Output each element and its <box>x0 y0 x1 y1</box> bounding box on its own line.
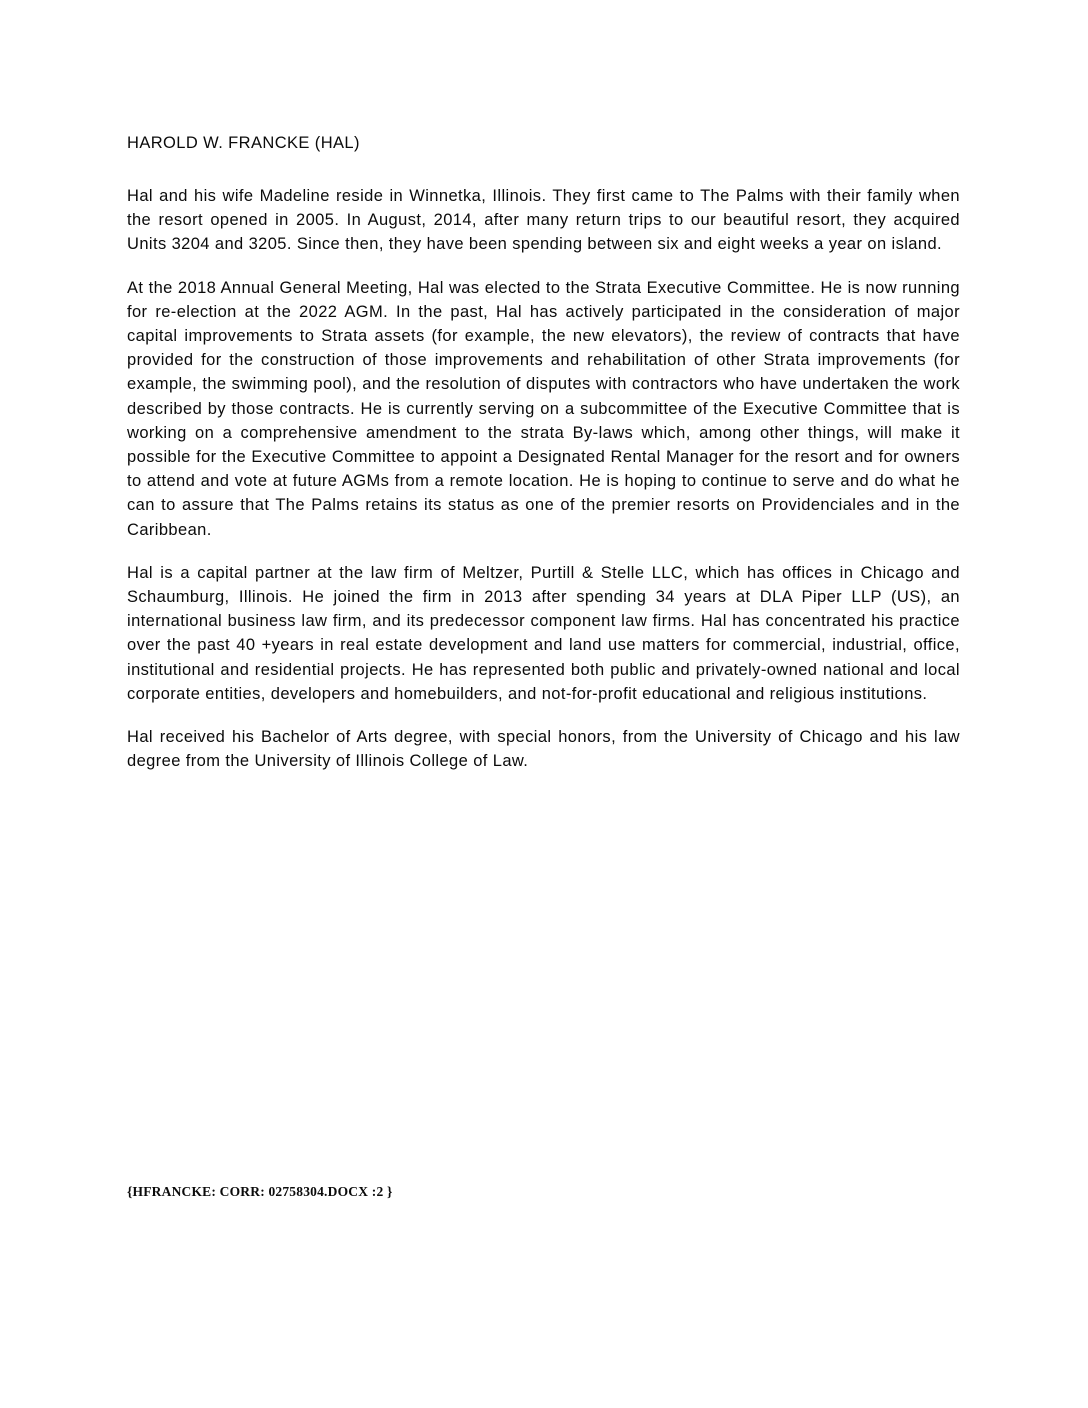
document-footer-reference: {HFRANCKE: CORR: 02758304.DOCX :2 } <box>127 1184 393 1199</box>
paragraph-law-career: Hal is a capital partner at the law firm of Meltzer, Purtill & Stelle LLC, which has offices in Chicago and Schaumburg, Illinois. He joined the firm in 2013 after spending 34 years at DLA Piper LLP (US), an international business law firm, and its predecessor component law firms. Hal has concentrated his practice over the past 40 +years in real estate development and land use matters for commercial, industrial, office, institutional and residential projects. He has represented both public and privately-owned national and local corporate entities, developers and homebuilders, and not-for-profit educational and religious institutions. <box>127 563 960 703</box>
paragraph-education: Hal received his Bachelor of Arts degree, with special honors, from the University of Chicago and his law degree from the University of Illinois College of Law. <box>127 728 960 771</box>
document-title: HAROLD W. FRANCKE (HAL) <box>127 134 360 152</box>
document-content <box>127 131 960 773</box>
paragraph-residence-bio: Hal and his wife Madeline reside in Winnetka, Illinois. They first came to The Palms with their family when the resort opened in 2005. In August, 2014, after many return trips to our beautiful resort, they acquired Units 3204 and 3205. Since then, they have been spending between six and eight weeks a year on island. <box>127 187 960 254</box>
paragraph-committee-service: At the 2018 Annual General Meeting, Hal was elected to the Strata Executive Committee. He is now running for re-election at the 2022 AGM. In the past, Hal has actively participated in the consideration of major capital improvements to Strata assets (for example, the new elevators), the review of contracts that have provided for the construction of those improvements and rehabilitation of other Strata improvements (for example, the swimming pool), and the resolution of disputes with contractors who have undertaken the work described by those contracts. He is currently serving on a subcommittee of the Executive Committee that is working on a comprehensive amendment to the strata By-laws which, among other things, will make it possible for the Executive Committee to appoint a Designated Rental Manager for the resort and for owners to attend and vote at future AGMs from a remote location. He is hoping to continue to serve and do what he can to assure that The Palms retains its status as one of the premier resorts on Providenciales and in the Caribbean. <box>127 278 960 539</box>
